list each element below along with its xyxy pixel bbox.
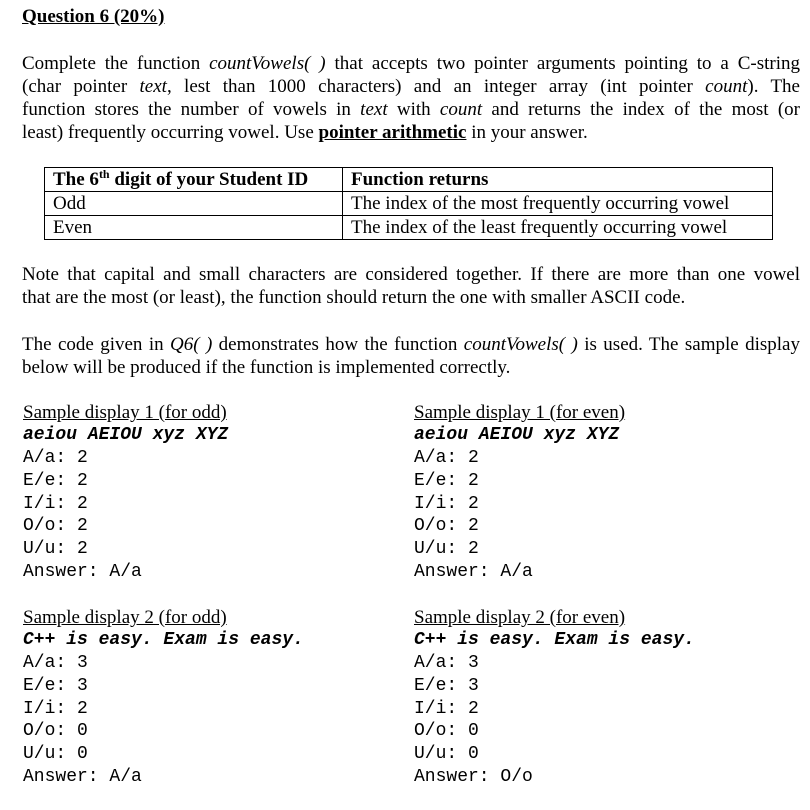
table-row	[45, 216, 773, 240]
sample-output-line: U/u: 2	[414, 539, 479, 560]
sample-display-1-even	[414, 402, 794, 584]
sample-display-2-odd	[23, 607, 403, 789]
sample-output-line: E/e: 2	[23, 470, 88, 491]
sample-output-line: A/a: 2	[414, 448, 479, 468]
sample-output-line: E/e: 3	[23, 675, 88, 696]
sample-output-line: A/a: 2	[23, 448, 88, 468]
sample-title: Sample display 2 (for odd)	[23, 607, 227, 628]
sample-output-line: U/u: 0	[23, 744, 88, 765]
sample-output-line: O/o: 2	[414, 516, 479, 537]
sample-output-line: U/u: 2	[23, 539, 88, 560]
table-row	[45, 192, 773, 216]
table-cell: Odd	[45, 192, 343, 216]
sample-output-line: O/o: 0	[23, 721, 88, 742]
question-heading: Question 6 (20%)	[22, 6, 165, 27]
sample-output-line: I/i: 2	[23, 698, 88, 719]
sample-output-line: E/e: 3	[414, 675, 479, 696]
sample-input: aeiou AEIOU xyz XYZ	[414, 425, 620, 445]
sample-output-line: I/i: 2	[23, 493, 88, 514]
note-paragraph: Note that capital and small characters are considered together. If there are more than one vowel that are the most (or least), the function should return the one with smaller ASCII code.	[22, 264, 800, 308]
sample-answer-line: Answer: A/a	[23, 561, 142, 582]
sample-title: Sample display 1 (for odd)	[23, 402, 227, 423]
sample-output-line: O/o: 0	[414, 721, 479, 742]
table-cell: The index of the least frequently occurring vowel	[343, 216, 773, 240]
sample-output-line: A/a: 3	[414, 653, 479, 673]
sample-output-line: I/i: 2	[414, 493, 479, 514]
sample-input: C++ is easy. Exam is easy.	[414, 630, 695, 650]
sample-title: Sample display 2 (for even)	[414, 607, 626, 628]
sample-input: aeiou AEIOU xyz XYZ	[23, 425, 229, 445]
code-usage-paragraph: The code given in Q6( ) demonstrates how the function countVowels( ) is used. The sample display below will be produced if the function is implemented correctly.	[22, 334, 800, 378]
student-id-rules-table	[44, 167, 773, 240]
sample-output-line: A/a: 3	[23, 653, 88, 673]
sample-output-line: E/e: 2	[414, 470, 479, 491]
sample-display-2-even	[414, 607, 794, 789]
question-paragraph: Complete the function countVowels( ) that accepts two pointer arguments pointing to a C-string (char pointer text, lest than 1000 characters) and an integer array (int pointer count). The function stores the number of vowels in text with count and returns the index of the most (or least) frequently occurring vowel. Use pointer arithmetic in your answer.	[22, 53, 801, 143]
table-header-student-id: The 6th digit of your Student ID	[45, 168, 343, 192]
table-cell: Even	[45, 216, 343, 240]
table-header-function-returns: Function returns	[343, 168, 773, 192]
sample-answer-line: Answer: O/o	[414, 766, 533, 787]
sample-output-line: U/u: 0	[414, 744, 479, 765]
sample-output-line: O/o: 2	[23, 516, 88, 537]
table-cell: The index of the most frequently occurring vowel	[343, 192, 773, 216]
sample-input: C++ is easy. Exam is easy.	[23, 630, 304, 650]
sample-answer-line: Answer: A/a	[414, 561, 533, 582]
sample-title: Sample display 1 (for even)	[414, 402, 626, 423]
sample-display-1-odd	[23, 402, 403, 584]
pointer-arithmetic-emphasis: pointer arithmetic	[318, 122, 467, 143]
sample-answer-line: Answer: A/a	[23, 766, 142, 787]
table-header-row	[45, 168, 773, 192]
sample-output-line: I/i: 2	[414, 698, 479, 719]
